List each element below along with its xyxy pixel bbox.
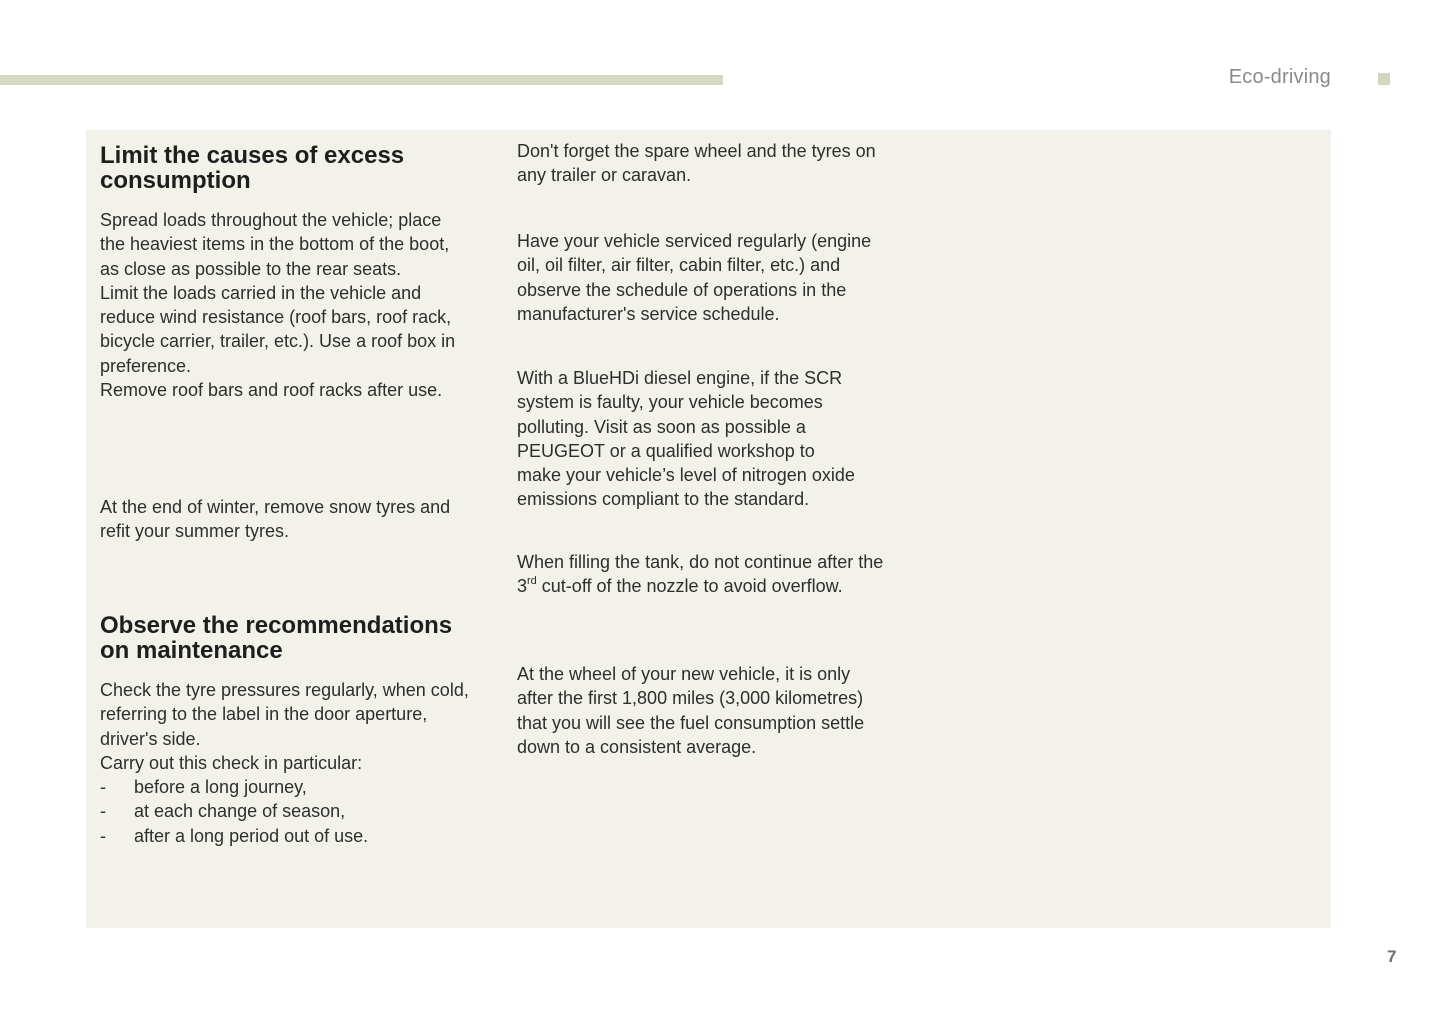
paragraph-tyre-pressure: Check the tyre pressures regularly, when cold, referring to the label in the door aperture, driver's side. Carry out this check in particular: [100,680,469,773]
fuel-tank-line2: cut-off of the nozzle to avoid overflow. [536,576,843,597]
tyre-check-list [100,775,368,848]
paragraph-new-vehicle: At the wheel of your new vehicle, it is only after the first 1,800 miles (3,000 kilometres) that you will see the fuel consumption settle down to a consistent average. [517,664,865,757]
list-dash: - [100,825,106,846]
paragraph-servicing: Have your vehicle serviced regularly (engine oil, oil filter, air filter, cabin filter, etc.) and observe the schedule of operations in the manufacturer's service schedule. [517,231,872,324]
fuel-tank-line1: When filling the tank, do not continue after the [517,552,884,572]
paragraph-winter-tyres: At the end of winter, remove snow tyres and refit your summer tyres. [100,497,451,542]
list-item-text: before a long journey, [134,777,307,797]
list-item [100,775,368,799]
paragraph-bluehdi: With a BlueHDi diesel engine, if the SCR system is faulty, your vehicle becomes polluting. Visit as soon as possible a PEUGEOT or a qualified workshop to make your vehicle’s level of nitrogen oxide emissions compliant to the standard. [517,368,855,510]
header-rule [0,75,723,85]
fuel-tank-ordinal: 3 [517,576,528,597]
list-item-text: after a long period out of use. [134,825,369,846]
heading-excess-consumption: Limit the causes of excess consumption [100,142,405,194]
section-title: Eco-driving [1228,66,1331,88]
list-item [100,824,368,848]
list-item [100,799,368,823]
paragraph-fuel-tank [517,550,917,599]
paragraph-loads: Spread loads throughout the vehicle; place the heaviest items in the bottom of the boot, as close as possible to the rear seats. Limit the loads carried in the vehicle and reduce wind resistance (roof bars, roof rack, bicycle carrier, trailer, etc.). Use a roof box in preference. Remove roof bars and roof racks after use. [100,210,456,401]
paragraph-spare-wheel: Don't forget the spare wheel and the tyres on any trailer or caravan. [517,141,876,186]
list-item-text: at each change of season, [134,801,346,822]
section-marker-square [1378,73,1390,85]
heading-maintenance: Observe the recommendations on maintenance [100,612,453,664]
list-dash: - [100,801,106,822]
fuel-tank-ordinal-suffix: rd [527,575,537,588]
list-dash: - [100,777,106,797]
page-number: 7 [1387,947,1397,966]
